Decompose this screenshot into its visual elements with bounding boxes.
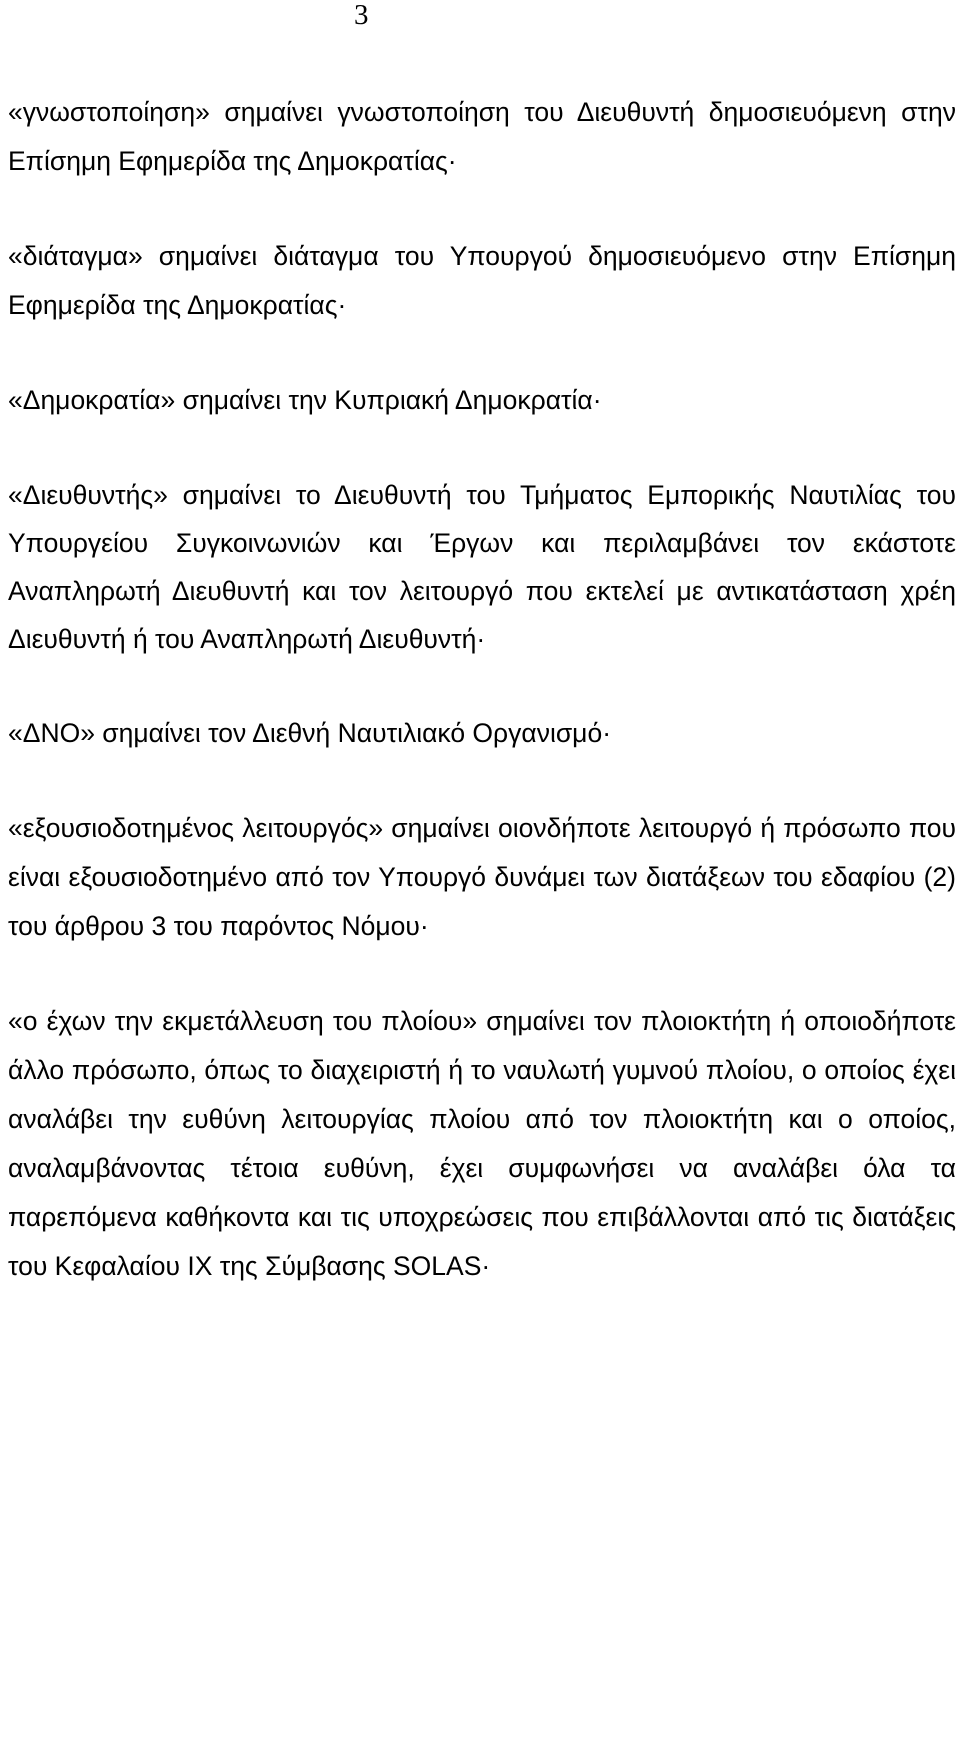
definition-gnostopoiisi: «γνωστοποίηση» σημαίνει γνωστοποίηση του Διευθυντή δημοσιευόμενη στην Επίσημη Εφημερίδα της Δημοκρατίας· [8, 97, 956, 176]
definitions-list [8, 88, 956, 1291]
definition-dimokratia: «Δημοκρατία» σημαίνει την Κυπριακή Δημοκρατία· [8, 385, 602, 415]
definition-dno: «ΔΝΟ» σημαίνει τον Διεθνή Ναυτιλιακό Οργανισμό· [8, 718, 612, 748]
definition-o-echon-tin-ekmetalleusi: «ο έχων την εκμετάλλευση του πλοίου» σημαίνει τον πλοιοκτήτη ή οποιοδήποτε άλλο πρόσωπο, όπως το διαχειριστή ή το ναυλωτή γυμνού πλοίου, ο οποίος έχει αναλάβει την ευθύνη λειτουργίας πλοίου από τον πλοιοκτήτη και ο οποίος, αναλαμβάνοντας τέτοια ευθύνη, έχει συμφωνήσει να αναλάβει όλα τα παρεπόμενα καθήκοντα και τις υποχρεώσεις που επιβάλλονται από τις διατάξεις του Κεφαλαίου IX της Σύμβασης SOLAS· [8, 1006, 956, 1281]
page-number: 3 [354, 0, 369, 31]
definition-diatagma: «διάταγμα» σημαίνει διάταγμα του Υπουργού δημοσιευόμενο στην Επίσημη Εφημερίδα της Δημοκρατίας· [8, 241, 956, 320]
definition-diefthyntis: «Διευθυντής» σημαίνει το Διευθυντή του Τμήματος Εμπορικής Ναυτιλίας του Υπουργείου Συγκοινωνιών και Έργων και περιλαμβάνει τον εκάστοτε Αναπληρωτή Διευθυντή και τον λειτουργό που εκτελεί με αντικατάσταση χρέη Διευθυντή ή του Αναπληρωτή Διευθυντή· [8, 480, 956, 654]
definition-exousiodotimenos-leitourgos: «εξουσιοδοτημένος λειτουργός» σημαίνει οιονδήποτε λειτουργό ή πρόσωπο που είναι εξουσιοδοτημένο από τον Υπουργό δυνάμει των διατάξεων του εδαφίου (2) του άρθρου 3 του παρόντος Νόμου· [8, 813, 956, 941]
